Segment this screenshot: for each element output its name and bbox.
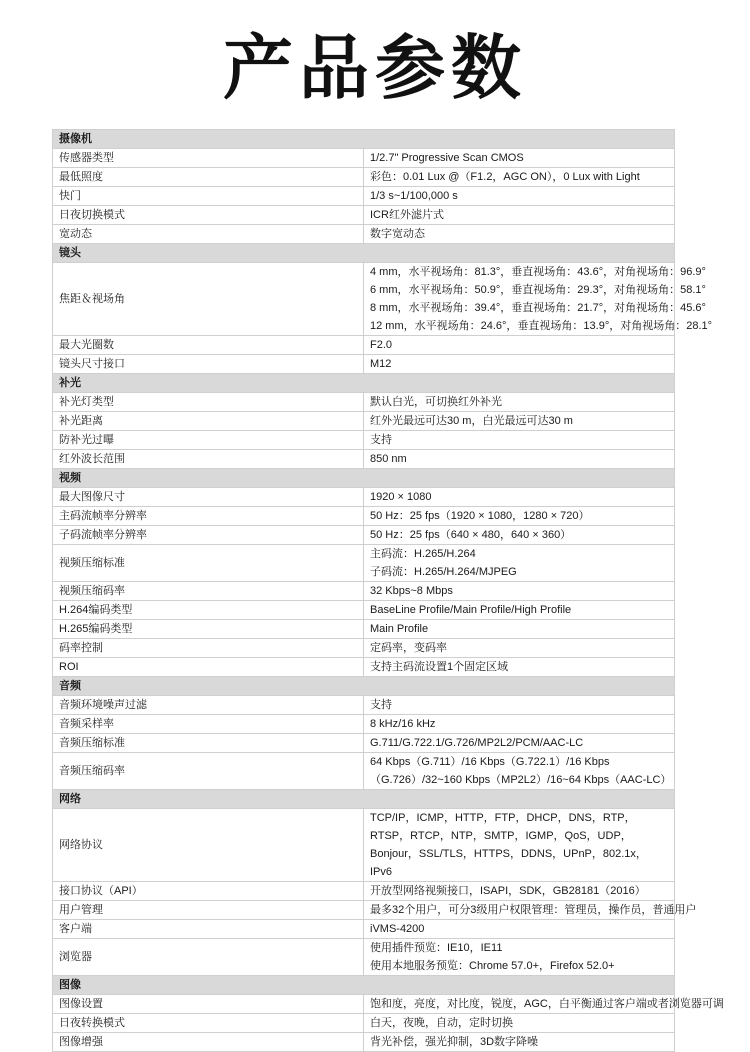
spec-value bbox=[364, 882, 675, 901]
spec-value bbox=[364, 715, 675, 734]
spec-value bbox=[364, 450, 675, 469]
spec-value-line: 12 mm，水平视场角：24.6°，垂直视场角：13.9°，对角视场角：28.1° bbox=[370, 320, 713, 332]
spec-value bbox=[364, 809, 675, 882]
spec-value bbox=[364, 507, 675, 526]
spec-value-line: 8 mm，水平视场角：39.4°，垂直视场角：21.7°，对角视场角：45.6° bbox=[370, 302, 706, 314]
spec-row bbox=[53, 995, 675, 1014]
spec-row bbox=[53, 601, 675, 620]
section-title: 镜头 bbox=[53, 244, 675, 263]
spec-value bbox=[364, 488, 675, 507]
page-title: 产品参数 bbox=[223, 27, 527, 109]
spec-value bbox=[364, 939, 675, 976]
spec-row bbox=[53, 412, 675, 431]
spec-row bbox=[53, 696, 675, 715]
spec-value-line: 50 Hz：25 fps（640 × 480，640 × 360） bbox=[370, 529, 572, 541]
spec-row bbox=[53, 639, 675, 658]
spec-row bbox=[53, 882, 675, 901]
spec-label: 日夜切换模式 bbox=[53, 206, 364, 225]
spec-label: 客户端 bbox=[53, 920, 364, 939]
spec-value-line: 支持主码流设置1个固定区域 bbox=[370, 661, 509, 673]
spec-label: 码率控制 bbox=[53, 639, 364, 658]
spec-row bbox=[53, 225, 675, 244]
spec-row bbox=[53, 920, 675, 939]
spec-label: 音频采样率 bbox=[53, 715, 364, 734]
spec-value bbox=[364, 545, 675, 582]
spec-label: H.265编码类型 bbox=[53, 620, 364, 639]
spec-row bbox=[53, 431, 675, 450]
spec-row bbox=[53, 355, 675, 374]
spec-value-line: M12 bbox=[370, 358, 392, 370]
spec-value-line: TCP/IP，ICMP，HTTP，FTP，DHCP，DNS，RTP，RTSP，RTCP，NTP，SMTP，IGMP，QoS，UDP，Bonjour，SSL/TLS，HTTPS，DDNS，UPnP，802.1x，IPv6 bbox=[370, 812, 647, 878]
spec-label: 最低照度 bbox=[53, 168, 364, 187]
spec-row bbox=[53, 901, 675, 920]
spec-value bbox=[364, 431, 675, 450]
spec-value-line: Main Profile bbox=[370, 623, 429, 635]
spec-value-line: 支持 bbox=[370, 434, 392, 446]
section-header bbox=[53, 374, 675, 393]
spec-label: 接口协议（API） bbox=[53, 882, 364, 901]
spec-label: 补光距离 bbox=[53, 412, 364, 431]
section-title: 视频 bbox=[53, 469, 675, 488]
spec-label: 红外波长范围 bbox=[53, 450, 364, 469]
spec-value bbox=[364, 187, 675, 206]
spec-value bbox=[364, 901, 697, 920]
spec-row bbox=[53, 658, 675, 677]
spec-value-line: 1920 × 1080 bbox=[370, 491, 432, 503]
spec-value-line: 支持 bbox=[370, 699, 392, 711]
spec-label: 宽动态 bbox=[53, 225, 364, 244]
spec-value bbox=[364, 336, 675, 355]
section-title: 图像 bbox=[53, 976, 675, 995]
spec-value bbox=[364, 620, 675, 639]
spec-label: 镜头尺寸接口 bbox=[53, 355, 364, 374]
spec-value-line: 64 Kbps（G.711）/16 Kbps（G.722.1）/16 Kbps（G.726）/32~160 Kbps（MP2L2）/16~64 Kbps（AAC-LC） bbox=[370, 756, 672, 786]
spec-value-line: 6 mm，水平视场角：50.9°，垂直视场角：29.3°，对角视场角：58.1° bbox=[370, 284, 706, 296]
spec-row bbox=[53, 168, 675, 187]
section-header bbox=[53, 130, 675, 149]
spec-value bbox=[364, 753, 675, 790]
spec-value bbox=[364, 734, 675, 753]
spec-value-line: iVMS-4200 bbox=[370, 923, 425, 935]
spec-row bbox=[53, 507, 675, 526]
spec-value bbox=[364, 582, 675, 601]
spec-value-line: ICR红外滤片式 bbox=[370, 209, 444, 221]
spec-row bbox=[53, 263, 675, 336]
spec-row bbox=[53, 488, 675, 507]
section-header bbox=[53, 790, 675, 809]
spec-value bbox=[364, 168, 675, 187]
spec-label: 音频压缩标准 bbox=[53, 734, 364, 753]
spec-value bbox=[364, 355, 675, 374]
spec-row bbox=[53, 393, 675, 412]
spec-value-line: F2.0 bbox=[370, 339, 393, 351]
spec-label: 子码流帧率分辨率 bbox=[53, 526, 364, 545]
spec-row bbox=[53, 187, 675, 206]
spec-label: 图像增强 bbox=[53, 1033, 364, 1052]
spec-value bbox=[364, 1033, 675, 1052]
spec-value-line: 主码流：H.265/H.264 bbox=[370, 548, 476, 560]
spec-row bbox=[53, 809, 675, 882]
section-header bbox=[53, 469, 675, 488]
spec-label: 视频压缩标准 bbox=[53, 545, 364, 582]
spec-value-line: 定码率，变码率 bbox=[370, 642, 447, 654]
spec-row bbox=[53, 620, 675, 639]
section-title: 补光 bbox=[53, 374, 675, 393]
spec-row bbox=[53, 715, 675, 734]
spec-value bbox=[364, 206, 675, 225]
spec-row bbox=[53, 753, 675, 790]
spec-value-line: BaseLine Profile/Main Profile/High Profile bbox=[370, 604, 572, 616]
spec-row bbox=[53, 149, 675, 168]
spec-label: 快门 bbox=[53, 187, 364, 206]
spec-label: 图像设置 bbox=[53, 995, 364, 1014]
spec-value-line: 8 kHz/16 kHz bbox=[370, 718, 436, 730]
spec-value bbox=[364, 696, 675, 715]
spec-table bbox=[52, 129, 724, 1052]
spec-value-line: 开放型网络视频接口，ISAPI，SDK，GB28181（2016） bbox=[370, 885, 646, 897]
spec-row bbox=[53, 582, 675, 601]
spec-value bbox=[364, 225, 675, 244]
spec-value bbox=[364, 639, 675, 658]
spec-value-line: 使用本地服务预览：Chrome 57.0+，Firefox 52.0+ bbox=[370, 960, 615, 972]
spec-row bbox=[53, 1014, 675, 1033]
spec-value bbox=[364, 526, 675, 545]
spec-row bbox=[53, 336, 675, 355]
spec-value-line: 饱和度，亮度，对比度，锐度，AGC，白平衡通过客户端或者浏览器可调 bbox=[370, 998, 724, 1010]
spec-value-line: 白天，夜晚，自动，定时切换 bbox=[370, 1017, 513, 1029]
spec-value-line: 50 Hz：25 fps（1920 × 1080，1280 × 720） bbox=[370, 510, 590, 522]
section-title: 音频 bbox=[53, 677, 675, 696]
spec-label: 传感器类型 bbox=[53, 149, 364, 168]
spec-value bbox=[364, 995, 724, 1014]
spec-label: 防补光过曝 bbox=[53, 431, 364, 450]
spec-label: ROI bbox=[53, 658, 364, 677]
spec-label: 最大图像尺寸 bbox=[53, 488, 364, 507]
spec-value-line: 默认白光，可切换红外补光 bbox=[370, 396, 502, 408]
spec-label: 浏览器 bbox=[53, 939, 364, 976]
spec-value bbox=[364, 393, 675, 412]
spec-value-line: 红外光最远可达30 m，白光最远可达30 m bbox=[370, 415, 573, 427]
spec-label: 视频压缩码率 bbox=[53, 582, 364, 601]
spec-value bbox=[364, 149, 675, 168]
spec-row bbox=[53, 545, 675, 582]
spec-label: 日夜转换模式 bbox=[53, 1014, 364, 1033]
spec-value-line: G.711/G.722.1/G.726/MP2L2/PCM/AAC-LC bbox=[370, 737, 584, 749]
spec-value-line: 数字宽动态 bbox=[370, 228, 425, 240]
spec-value-line: 4 mm，水平视场角：81.3°，垂直视场角：43.6°，对角视场角：96.9° bbox=[370, 266, 706, 278]
section-title: 摄像机 bbox=[53, 130, 675, 149]
spec-value-line: 子码流：H.265/H.264/MJPEG bbox=[370, 566, 517, 578]
section-header bbox=[53, 677, 675, 696]
spec-value-line: 1/3 s~1/100,000 s bbox=[370, 190, 458, 202]
spec-label: 焦距＆视场角 bbox=[53, 263, 364, 336]
spec-row bbox=[53, 939, 675, 976]
spec-label: 音频环境噪声过滤 bbox=[53, 696, 364, 715]
spec-value bbox=[364, 1014, 675, 1033]
spec-value bbox=[364, 601, 675, 620]
spec-value bbox=[364, 658, 675, 677]
spec-row bbox=[53, 526, 675, 545]
spec-value bbox=[364, 920, 675, 939]
spec-value-line: 背光补偿，强光抑制，3D数字降噪 bbox=[370, 1036, 539, 1048]
spec-value-line: 使用插件预览：IE10，IE11 bbox=[370, 942, 503, 954]
section-header bbox=[53, 244, 675, 263]
spec-label: 主码流帧率分辨率 bbox=[53, 507, 364, 526]
spec-label: H.264编码类型 bbox=[53, 601, 364, 620]
section-title: 网络 bbox=[53, 790, 675, 809]
spec-label: 网络协议 bbox=[53, 809, 364, 882]
spec-value-line: 1/2.7" Progressive Scan CMOS bbox=[370, 152, 524, 164]
spec-label: 最大光圈数 bbox=[53, 336, 364, 355]
spec-table-body bbox=[53, 130, 724, 1052]
spec-row bbox=[53, 206, 675, 225]
spec-label: 补光灯类型 bbox=[53, 393, 364, 412]
spec-value-line: 彩色：0.01 Lux @（F1.2，AGC ON），0 Lux with Light bbox=[370, 171, 640, 183]
spec-value bbox=[364, 263, 713, 336]
spec-value-line: 32 Kbps~8 Mbps bbox=[370, 585, 453, 597]
spec-value-line: 最多32个用户，可分3级用户权限管理：管理员，操作员，普通用户 bbox=[370, 904, 697, 916]
section-header bbox=[53, 976, 675, 995]
spec-value bbox=[364, 412, 675, 431]
spec-value-line: 850 nm bbox=[370, 453, 407, 465]
spec-row bbox=[53, 1033, 675, 1052]
spec-label: 用户管理 bbox=[53, 901, 364, 920]
spec-label: 音频压缩码率 bbox=[53, 753, 364, 790]
spec-row bbox=[53, 734, 675, 753]
spec-row bbox=[53, 450, 675, 469]
